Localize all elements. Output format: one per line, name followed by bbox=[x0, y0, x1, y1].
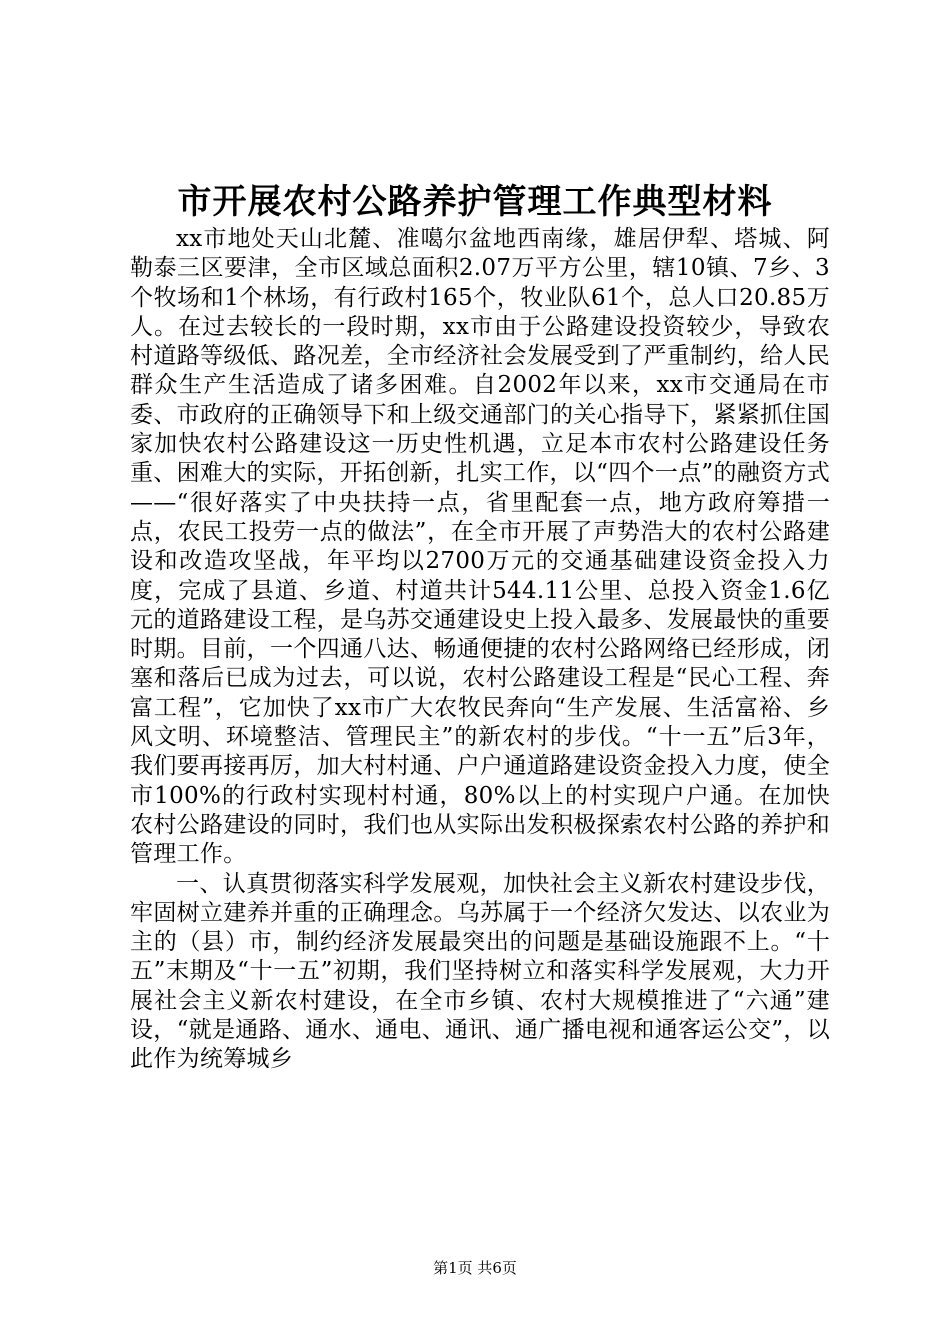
document-title: 市开展农村公路养护管理工作典型材料 bbox=[177, 182, 773, 222]
paragraph-section-one: 一、认真贯彻落实科学发展观，加快社会主义新农村建设步伐，牢固树立建养并重的正确理念。乌苏属于一个经济欠发达、以农业为主的（县）市，制约经济发展最突出的问题是基础设施跟不上。“十五”末期及“十一五”初期，我们坚持树立和落实科学发展观，大力开展社会主义新农村建设，在全市乡镇、农村大规模推进了“六通”建设，“就是通路、通水、通电、通讯、通广播电视和通客运公交”，以此作为统筹城乡 bbox=[130, 870, 830, 1073]
document-body bbox=[130, 225, 830, 1075]
paragraph-intro: xx市地处天山北麓、准噶尔盆地西南缘，雄居伊犁、塔城、阿勒泰三区要津，全市区域总面积2.07万平方公里，辖10镇、7乡、3个牧场和1个林场，有行政村165个，牧业队61个，总人口20.85万人。在过去较长的一段时期，xx市由于公路建设投资较少，导致农村道路等级低、路况差，全市经济社会发展受到了严重制约，给人民群众生产生活造成了诸多困难。自2002年以来，xx市交通局在市委、市政府的正确领导下和上级交通部门的关心指导下，紧紧抓住国家加快农村公路建设这一历史性机遇，立足本市农村公路建设任务重、困难大的实际，开拓创新，扎实工作，以“四个一点”的融资方式——“很好落实了中央扶持一点，省里配套一点，地方政府筹措一点，农民工投劳一点的做法”，在全市开展了声势浩大的农村公路建设和改造攻坚战，年平均以2700万元的交通基础建设资金投入力度，完成了县道、乡道、村道共计544.11公里、总投入资金1.6亿元的道路建设工程，是乌苏交通建设史上投入最多、发展最快的重要时期。目前，一个四通八达、畅通便捷的农村公路网络已经形成，闭塞和落后已成为过去，可以说，农村公路建设工程是“民心工程、奔富工程”，它加快了xx市广大农牧民奔向“生产发展、生活富裕、乡风文明、环境整洁、管理民主”的新农村的步伐。“十一五”后3年，我们要再接再厉，加大村村通、户户通道路建设资金投入力度，使全市100%的行政村实现村村通，80%以上的村实现户户通。在加快农村公路建设的同时，我们也从实际出发积极探索农村公路的养护和管理工作。 bbox=[130, 226, 830, 868]
page-footer: 第1页 共6页 bbox=[433, 1259, 517, 1277]
